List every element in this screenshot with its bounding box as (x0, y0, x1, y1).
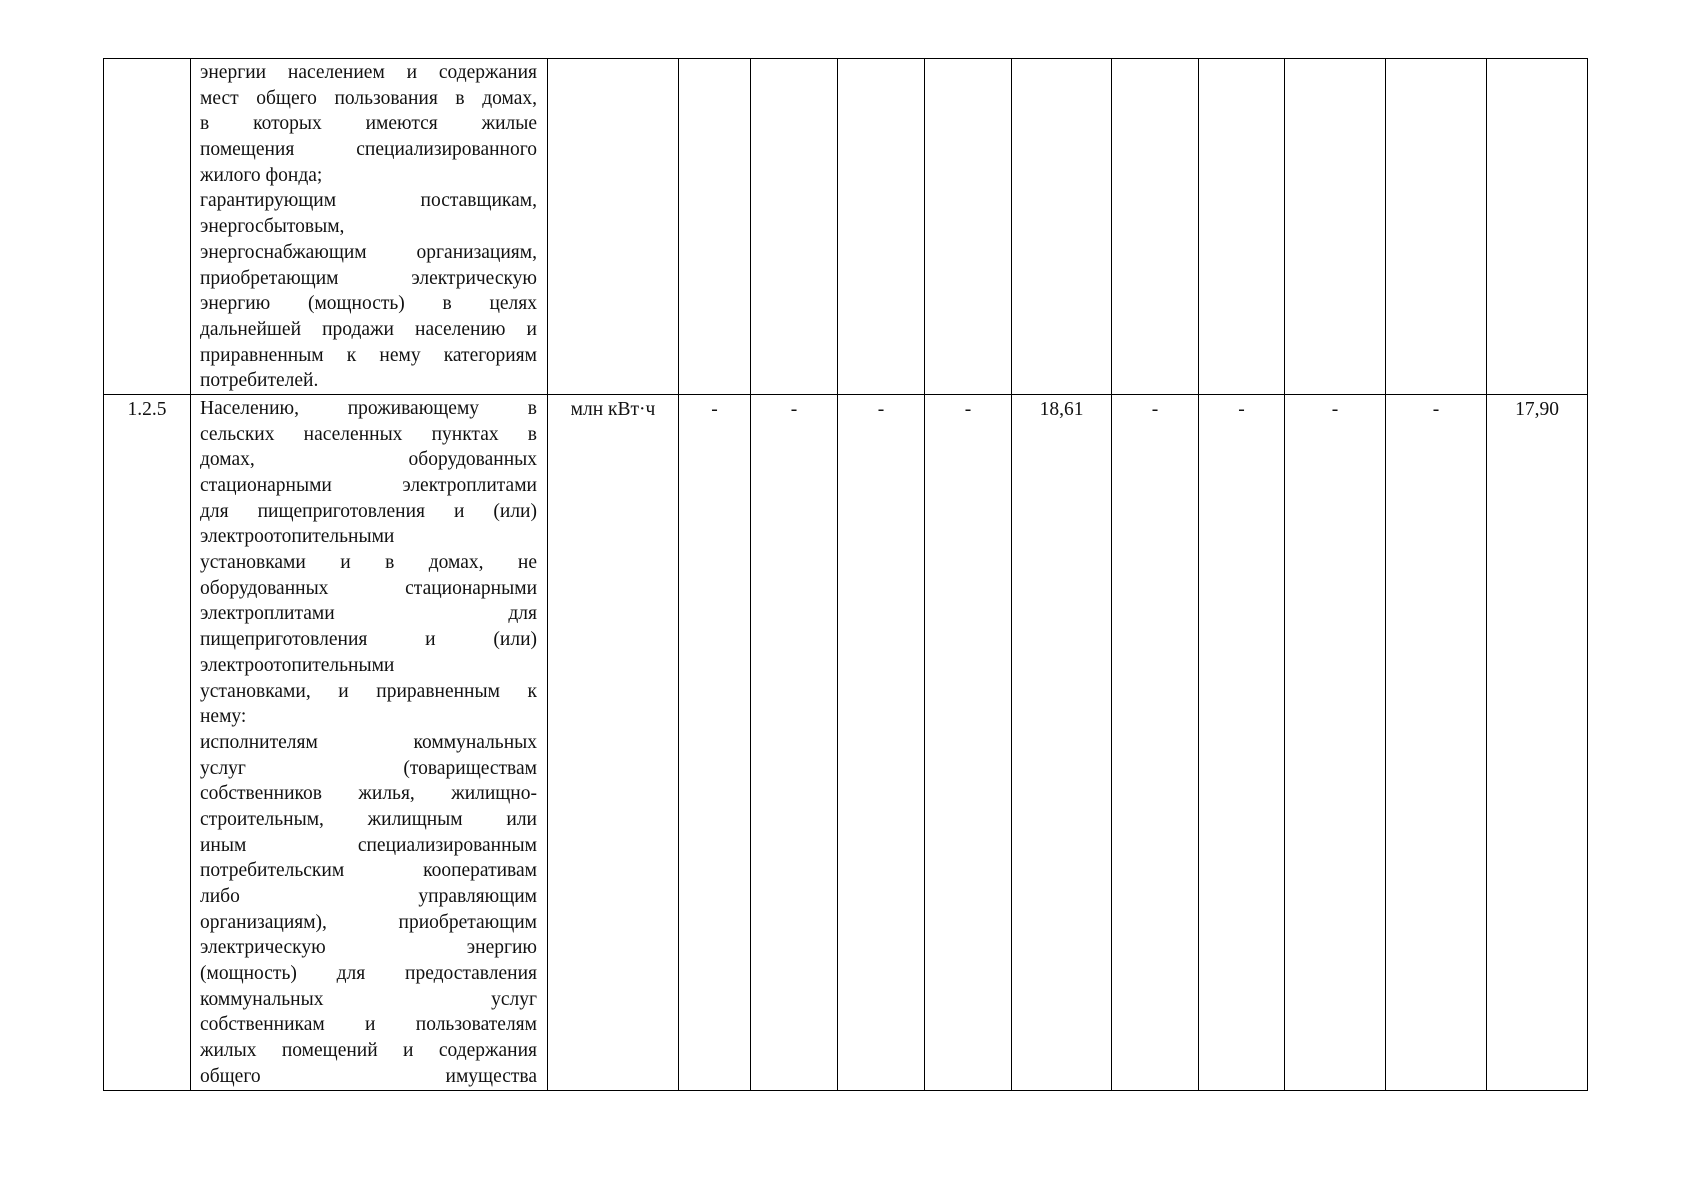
value-cell (1112, 59, 1199, 395)
value-cell: - (925, 394, 1012, 1090)
unit-cell (548, 59, 679, 395)
description-line: энергию (мощность) в целях (200, 293, 537, 315)
value-cell (838, 59, 925, 395)
description-line: электроплитами для (200, 603, 537, 625)
table-row (104, 394, 1588, 1090)
description-line: мест общего пользования в домах, (200, 87, 537, 109)
value-cell (1285, 59, 1386, 395)
description-line: исполнителям коммунальных (200, 731, 537, 753)
description-line: общего имущества (200, 1065, 537, 1087)
value-cell: - (1112, 394, 1199, 1090)
description-line: (мощность) для предоставления (200, 963, 537, 985)
value-cell: 18,61 (1012, 394, 1112, 1090)
value-cell: - (1386, 394, 1487, 1090)
value-cell: - (1285, 394, 1386, 1090)
value-cell (1386, 59, 1487, 395)
description-line: строительным, жилищным или (200, 808, 537, 830)
description-line: энергоснабжающим организациям, (200, 241, 537, 263)
description-line: потребителей. (200, 370, 319, 392)
unit-cell: млн кВт·ч (548, 394, 679, 1090)
description-line: приравненным к нему категориям (200, 344, 537, 366)
description-line: установками, и приравненным к (200, 680, 537, 702)
description-line: гарантирующим поставщикам, (200, 190, 537, 212)
description-line: электроотопительными (200, 654, 395, 676)
description-line: иным специализированным (200, 834, 537, 856)
description-line: в которых имеются жилые (200, 113, 537, 135)
table-row (104, 59, 1588, 395)
value-cell (751, 59, 838, 395)
description-line: жилого фонда; (200, 164, 323, 186)
row-number-cell: 1.2.5 (104, 394, 191, 1090)
description-line: Населению, проживающему в (200, 397, 537, 419)
description-line: дальнейшей продажи населению и (200, 318, 537, 340)
value-cell: - (838, 394, 925, 1090)
description-line: сельских населенных пунктах в (200, 423, 537, 445)
description-line: приобретающим электрическую (200, 267, 537, 289)
description-line: жилых помещений и содержания (200, 1040, 537, 1062)
description-line: домах, оборудованных (200, 449, 537, 471)
value-cell (1012, 59, 1112, 395)
data-table (103, 58, 1588, 1091)
description-line: установками и в домах, не (200, 552, 537, 574)
description-line: электрическую энергию (200, 937, 537, 959)
description-line: коммунальных услуг (200, 988, 537, 1010)
value-cell (1199, 59, 1285, 395)
value-cell: 17,90 (1487, 394, 1588, 1090)
description-line: собственникам и пользователям (200, 1014, 537, 1036)
row-number-cell (104, 59, 191, 395)
value-cell (925, 59, 1012, 395)
value-cell: - (679, 394, 751, 1090)
description-line: энергии населением и содержания (200, 62, 537, 83)
value-cell: - (1199, 394, 1285, 1090)
description-line: организациям), приобретающим (200, 911, 537, 933)
description-line: собственников жилья, жилищно- (200, 783, 537, 805)
description-line: помещения специализированного (200, 139, 537, 161)
description-line: энергосбытовым, (200, 216, 345, 238)
row-description-cell (191, 59, 548, 395)
value-cell (679, 59, 751, 395)
description-line: потребительским кооперативам (200, 860, 537, 882)
description-line: для пищеприготовления и (или) (200, 500, 537, 522)
row-description-cell (191, 394, 548, 1090)
description-line: либо управляющим (200, 886, 537, 907)
description-line: электроотопительными (200, 526, 395, 548)
value-cell (1487, 59, 1588, 395)
value-cell: - (751, 394, 838, 1090)
description-line: нему: (200, 706, 247, 728)
description-line: пищеприготовления и (или) (200, 629, 537, 651)
description-line: стационарными электроплитами (200, 475, 537, 496)
description-line: услуг (товариществам (200, 757, 537, 779)
description-line: оборудованных стационарными (200, 577, 537, 599)
